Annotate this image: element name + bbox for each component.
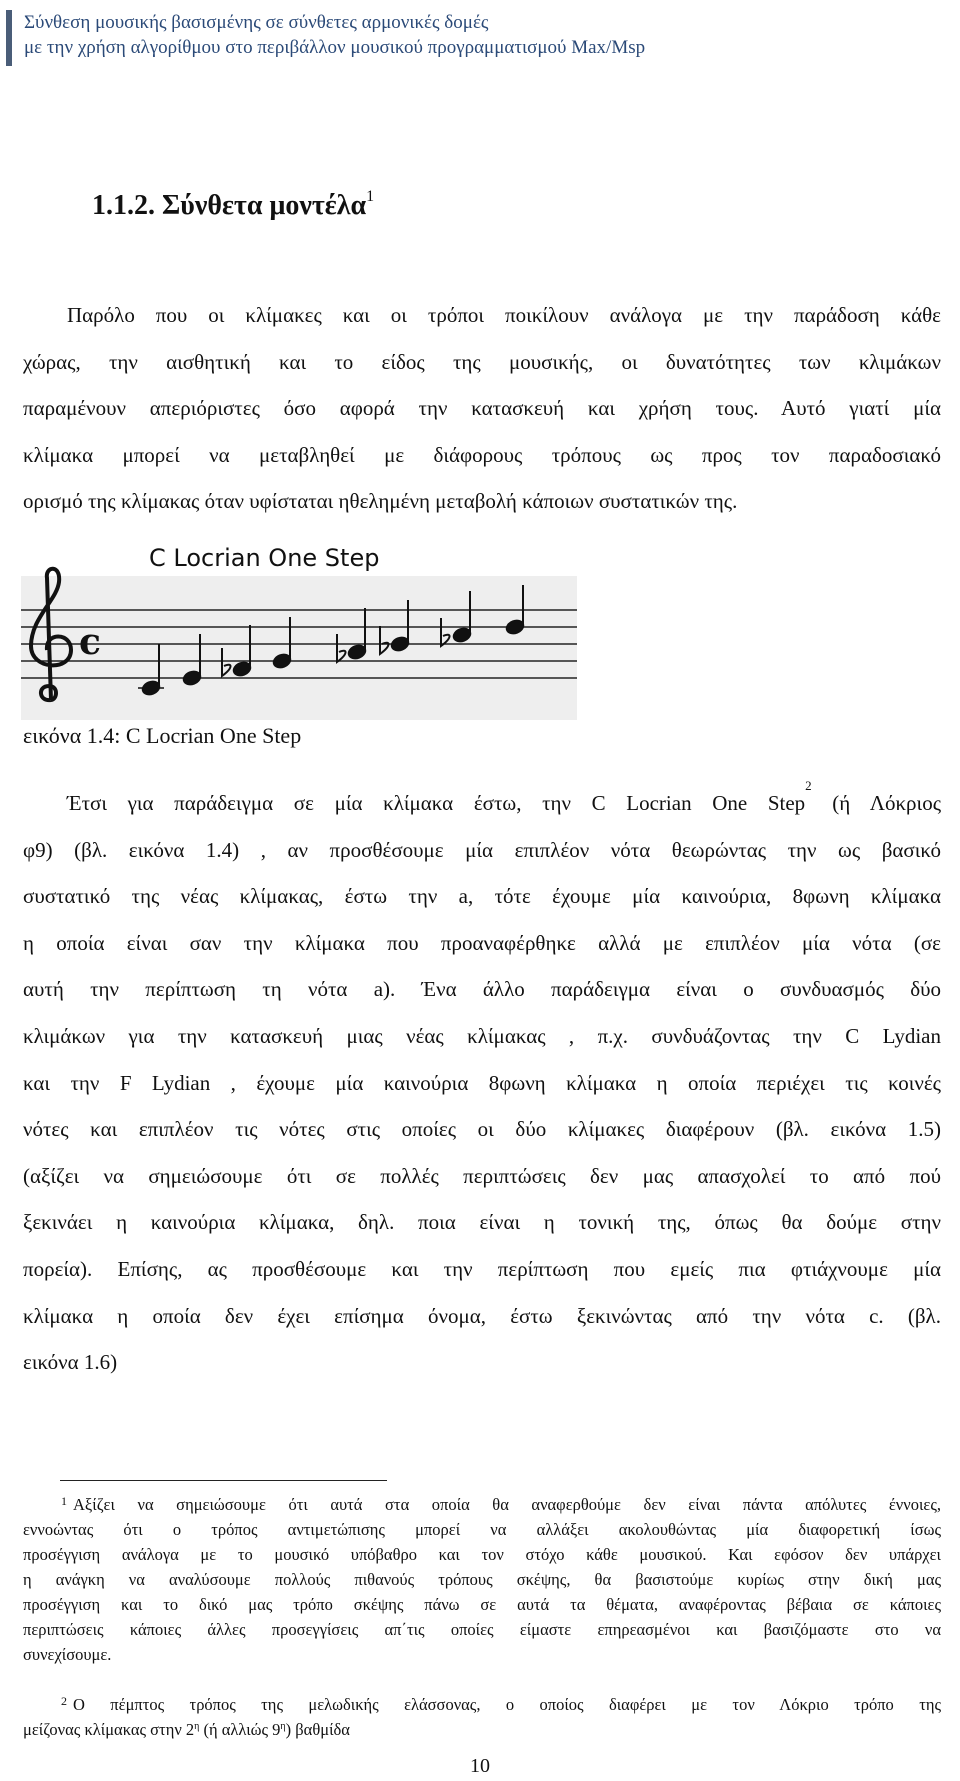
footnote-2 [23,1692,941,1742]
footnote-1-line: εννοώντας ότι ο τρόπος αντιμετώπισης μπορεί να αλλάξει ακολουθώντας μία διαφορετική ίσως [23,1520,941,1539]
paragraph-1-line: Παρόλο που οι κλίμακες και οι τρόποι ποικίλουν ανάλογα με την παράδοση κάθε [67,303,941,327]
section-title-text: 1.1.2. Σύνθετα μοντέλα [92,190,367,221]
footnote-2-line [23,1717,941,1742]
staff-paper [21,576,577,720]
page-number: 10 [470,1755,490,1777]
footnote-ref-1[interactable]: 1 [366,188,375,205]
paragraph-2-line: φ9) (βλ. εικόνα 1.4) , αν προσθέσουμε μία επιπλέον νότα θεωρώντας την ως βασικό [23,837,941,862]
footnote-2-superscript: η [194,1721,200,1732]
paragraph-2-line: και την F Lydian , έχουμε μία καινούρια 8φωνη κλίμακα η οποία περιέχει τις κοινές [23,1070,941,1095]
footnote-separator [60,1480,387,1481]
paragraph-2-line: (αξίζει να σημειώσουμε ότι σε πολλές περιπτώσεις δεν μας απασχολεί το από πού [23,1163,941,1188]
footnote-1-line: προσέγγιση ανάλογα με το μουσικό υπόβαθρο και τον στόχο κάθε μουσικού. Και εφόσον δεν υπάρχει [23,1545,941,1564]
footnote-1-line: περιπτώσεις κάποιες άλλες προσεγγίσεις απ΄τις οποίες είμαστε επηρεασμένοι και βασιζόμαστε στο να [23,1620,941,1639]
music-staff-figure [21,538,577,720]
header-text [24,10,645,60]
paragraph-2-line [23,780,941,827]
paragraph-2-line: κλίμακα η οποία δεν έχει επίσημα όνομα, έστω ξεκινώντας από την νότα c. (βλ. [23,1303,941,1328]
paragraph-1-line: παραμένουν απεριόριστες όσο αφορά την κατασκευή και χρήση τους. Αυτό γιατί μία [23,396,941,420]
footnote-1-text: Αξίζει να σημειώσουμε ότι αυτά στα οποία θα αναφερθούμε δεν είναι πάντα απόλυτες έννοιες, [73,1495,941,1514]
footnote-2-line [23,1692,941,1717]
paragraph-2-line: κλιμάκων για την κατασκευή μιας νέας κλίμακας , π.χ. συνδυάζοντας την C Lydian [23,1023,941,1048]
music-staff-svg [21,538,577,720]
paragraph-2-line: αυτή την περίπτωση τη νότα a). Ένα άλλο παράδειγμα είναι ο συνδυασμός δύο [23,977,941,1002]
paragraph-2-line: ξεκινάει η καινούρια κλίμακα, δηλ. ποια είναι η τονική της, όπως θα δούμε στην [23,1210,941,1235]
header-line-1: Σύνθεση μουσικής βασισμένης σε σύνθετες αρμονικές δομές [24,12,489,33]
paragraph-2-text: Έτσι για παράδειγμα σε μία κλίμακα έστω, την C Locrian One Step [67,791,806,815]
figure-title: C Locrian One Step [149,544,380,572]
footnote-1-line: συνεχίσουμε. [23,1645,112,1664]
footnote-1-line: προσέγγιση και το δικό μας τρόπο σκέψης πάνω σε αυτά τα θέματα, αναφέροντας βέβαια σε κάποιες [23,1595,941,1614]
footnote-2-text: μείζονας κλίμακας στην 2 [23,1720,195,1739]
paragraph-2-line: πορεία). Επίσης, ας προσθέσουμε και την περίπτωση που εμείς πια φτιάχνουμε μία [23,1256,941,1281]
paragraph-2-line: νότες και επιπλέον τις νότες στις οποίες οι δύο κλίμακες διαφέρουν (βλ. εικόνα 1.5) [23,1117,941,1142]
footnote-1-line: η ανάγκη να αναλύσουμε πολλούς πιθανούς τρόπους σκέψης, θα βασιστούμε κυρίως στην δική μας [23,1570,941,1589]
section-title [92,190,374,222]
footnote-2-mark: 2 [61,1694,67,1708]
footnote-1 [23,1492,941,1667]
footnote-1-line [23,1492,941,1517]
paragraph-2-line: συστατικό της νέας κλίμακας, έστω την a, τότε έχουμε μία καινούρια, 8φωνη κλίμακα [23,884,941,909]
footnote-ref-2[interactable]: 2 [805,778,812,793]
paragraph-2-text: (ή Λόκριος [811,791,942,815]
footnote-2-text: Ο πέμπτος τρόπος της μελωδικής ελάσσονας, ο οποίος διαφέρει με τον Λόκριο τρόπο της [73,1695,941,1714]
paragraph-1-line: χώρας, την αισθητική και το είδος της μουσικής, οι δυνατότητες των κλιμάκων [23,349,941,374]
footnote-2-superscript: η [280,1721,286,1732]
footnote-2-text: ) βαθμίδα [285,1720,350,1739]
footnote-2-text: (ή αλλιώς 9 [199,1720,281,1739]
common-time-symbol: c [79,621,101,663]
paragraph-1-line: ορισμό της κλίμακας όταν υφίσταται ηθελημένη μεταβολή κάποιων συστατικών της. [23,489,738,513]
header-accent-bar [6,10,12,66]
paragraph-2-line: εικόνα 1.6) [23,1350,118,1375]
paragraph-1-line: κλίμακα μπορεί να μεταβληθεί με διάφορους τρόπους ως προς τον παραδοσιακό [23,442,941,467]
figure-caption: εικόνα 1.4: C Locrian One Step [23,723,302,748]
paragraph-1 [23,292,941,525]
header-line-2: με την χρήση αλγορίθμου στο περιβάλλον μουσικού προγραμματισμού Max/Msp [24,37,646,58]
footnote-1-mark: 1 [61,1494,67,1508]
paragraph-2-line: η οποία είναι σαν την κλίμακα που προαναφέρθηκε αλλά με επιπλέον μία νότα (σε [23,930,941,955]
running-header [6,10,906,66]
paragraph-2 [23,780,941,1386]
